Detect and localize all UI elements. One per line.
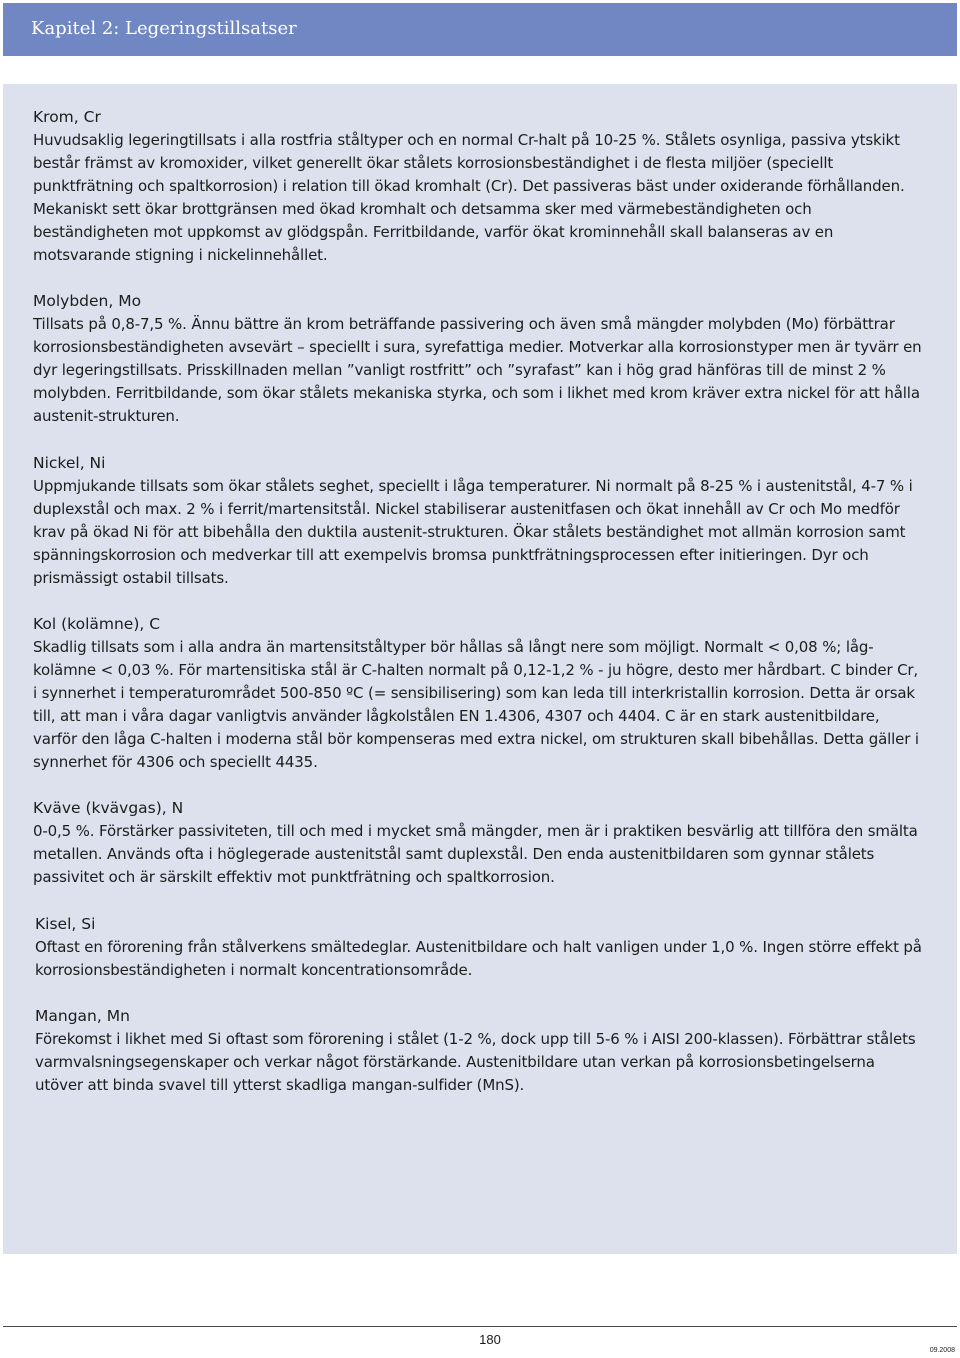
section-heading: Kol (kolämne), C [33, 615, 161, 633]
section-heading: Kisel, Si [35, 915, 96, 933]
section-kol [33, 613, 923, 774]
content-panel [3, 84, 957, 1254]
section-heading: Kväve (kvävgas), N [33, 799, 184, 817]
section-mangan [35, 1005, 925, 1097]
section-krom [33, 106, 923, 267]
page-number: 180 [479, 1332, 501, 1347]
section-body: Huvudsaklig legeringtillsats i alla rostfria ståltyper och en normal Cr-halt på 10-25 %. Stålets osynliga, passiva ytskikt består främst av kromoxider, vilket generellt ökar stålets korrosionsbeständighet i de flesta miljöer (speciellt punktfrätning och spaltkorrosion) i relation till ökad kromhalt (Cr). Det passiveras bäst under oxiderande förhållanden. Mekaniskt sett ökar brottgränsen med ökad kromhalt och detsamma sker med värmebeständigheten och beständigheten mot uppkomst av glödgspån. Ferritbildande, varför ökat krominnehåll skall balanseras av en motsvarande stigning i nickelinnehållet. [33, 131, 905, 264]
section-heading: Krom, Cr [33, 108, 101, 126]
section-body: Uppmjukande tillsats som ökar stålets seghet, speciellt i låga temperaturer. Ni normalt på 8-25 % i austenitstål, 4-7 % i duplexstål och max. 2 % i ferrit/martensitstål. Nickel stabiliserar austenitfasen och ökat innehåll av Cr och Mo medför krav på ökad Ni för att bibehålla den duktila austenit-strukturen. Ökar stålets beständighet mot allmän korrosion samt spänningskorrosion och medverkar till att exempelvis bromsa punktfrätningsprocessen efter initieringen. Dyr och prismässigt ostabil tillsats. [33, 477, 913, 587]
chapter-header-bar [3, 3, 957, 56]
section-body: Skadlig tillsats som i alla andra än martensitståltyper bör hållas så långt nere som möjligt. Normalt < 0,08 %; låg-kolämne < 0,03 %. För martensitiska stål är C-halten normalt på 0,12-1,2 % - ju högre, desto mer hårdbart. C binder Cr, i synnerhet i temperaturområdet 500-850 ºC (= sensibilisering) som kan leda till interkristallin korrosion. Detta är orsak till, att man i våra dagar vanligtvis använder lågkolstålen EN 1.4306, 4307 och 4404. C är en stark austenitbildare, varför den låga C-halten i moderna stål bör kompenseras med extra nickel, om strukturen skall bibehållas. Detta gäller i synnerhet för 4306 och speciellt 4435. [33, 638, 919, 771]
section-kisel [35, 913, 925, 982]
section-body: 0-0,5 %. Förstärker passiviteten, till och med i mycket små mängder, men är i praktiken besvärlig att tillföra den smälta metallen. Används ofta i höglegerade austenitstål samt duplexstål. Den enda austenitbildaren som gynnar stålets passivitet och är särskilt effektiv mot punktfrätning och spaltkorrosion. [33, 822, 918, 886]
footer-divider [3, 1326, 957, 1327]
section-heading: Mangan, Mn [35, 1007, 130, 1025]
section-heading: Nickel, Ni [33, 454, 106, 472]
chapter-title: Kapitel 2: Legeringstillsatser [31, 18, 297, 39]
date-stamp: 09.2008 [929, 1347, 955, 1354]
section-heading: Molybden, Mo [33, 292, 142, 310]
section-body: Tillsats på 0,8-7,5 %. Ännu bättre än krom beträffande passivering och även små mängder molybden (Mo) förbättrar korrosionsbeständigheten avsevärt – speciellt i sura, syrefattiga medier. Motverkar alla korrosionstyper men är tyvärr en dyr legeringstillsats. Prisskillnaden mellan ”vanligt rostfritt” och ”syrafast” kan i hög grad hänföras till de minst 2 % molybden. Ferritbildande, som ökar stålets mekaniska styrka, och som i likhet med krom kräver extra nickel för att hålla austenit-strukturen. [33, 315, 922, 425]
section-molybden [33, 290, 923, 428]
section-nickel [33, 452, 923, 590]
section-body: Oftast en förorening från stålverkens smältedeglar. Austenitbildare och halt vanligen under 1,0 %. Ingen större effekt på korrosionsbeständigheten i normalt koncentrationsområde. [35, 938, 922, 979]
section-body: Förekomst i likhet med Si oftast som förorening i stålet (1-2 %, dock upp till 5-6 % i AISI 200-klassen). Förbättrar stålets varmvalsningsegenskaper och verkar något förstärkande. Austenitbildare utan verkan på korrosionsbetingelserna utöver att binda svavel till ytterst skadliga mangan-sulfider (MnS). [35, 1030, 916, 1094]
section-kvave [33, 797, 923, 889]
